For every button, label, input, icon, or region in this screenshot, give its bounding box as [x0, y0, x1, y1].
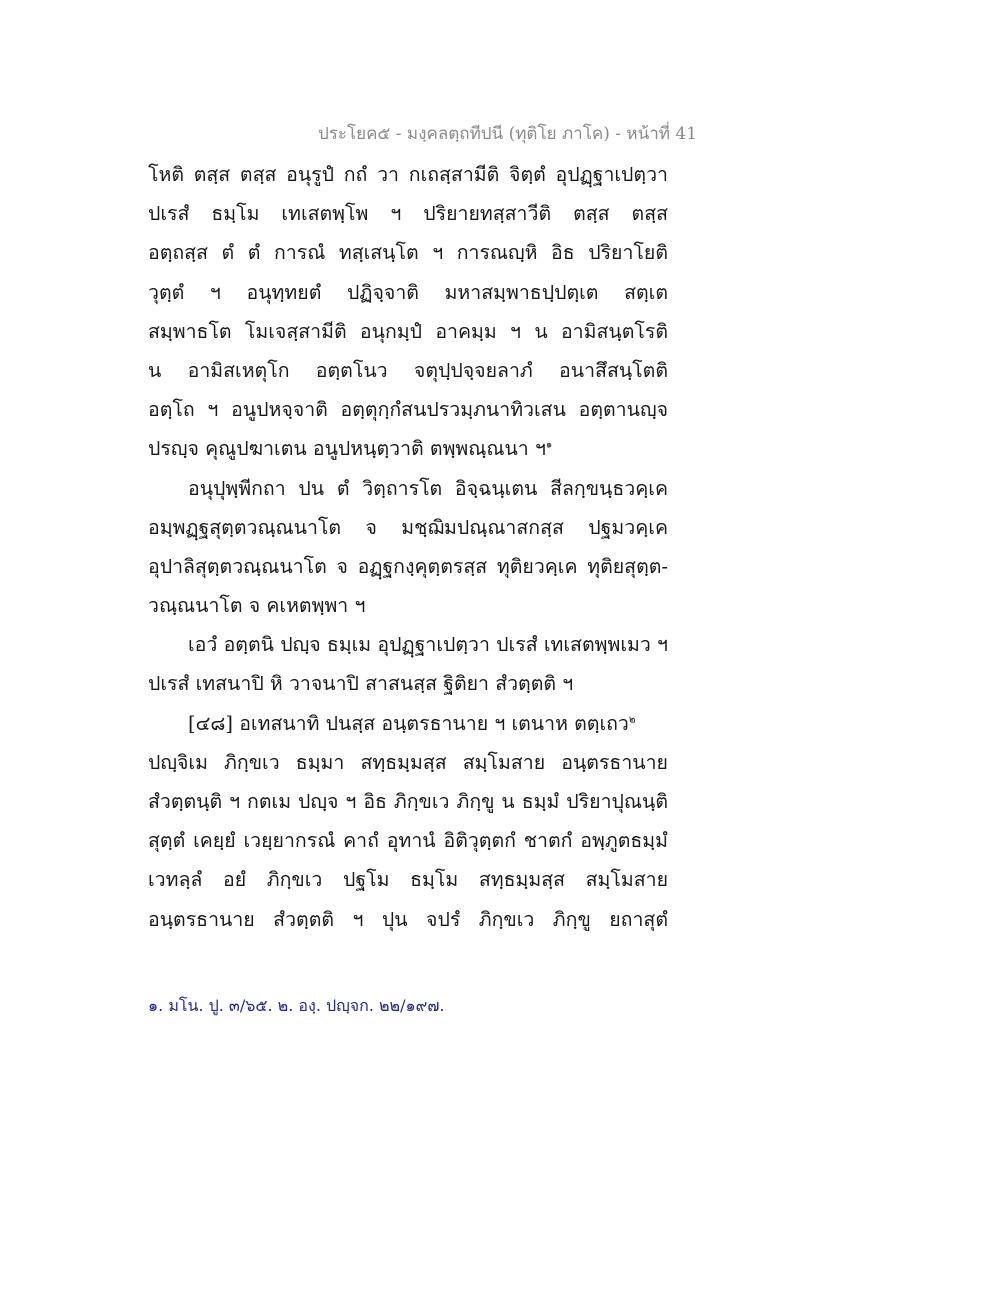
text-line: ปเรสํ ธมฺโม เทเสตพฺโพ ฯ ปริยายทสฺสาวีติ ตสฺส ตสฺส	[148, 202, 668, 226]
text-line: วณฺณนาโต จ คเหตพฺพา ฯ	[148, 594, 366, 618]
text-line: วุตฺตํ ฯ อนุทฺทยตํ ปฏิจฺจาติ มหาสมฺพาธปฺปตฺเต สตฺเต	[148, 280, 668, 304]
text-line: เวทลฺลํ อยํ ภิกฺขเว ปฐโม ธมฺโม สทฺธมฺมสฺส สมฺโมสาย	[148, 868, 668, 892]
text-line: สุตฺตํ เคยฺยํ เวยฺยากรณํ คาถํ อุทานํ อิติวุตฺตกํ ชาตกํ อพฺภูตธมฺมํ	[148, 829, 668, 853]
line-text: [๔๘] อเทสนาทิ ปนสฺส อนฺตรธานาย ฯ เตนาห ตตฺเถว	[188, 711, 629, 735]
text-line: ปเรสํ เทสนาปิ หิ วาจนาปิ สาสนสฺส ฐิติยา สํวตฺตติ ฯ	[148, 672, 574, 696]
text-line: สมฺพาธโต โมเจสฺสามีติ อนุกมฺปํ อาคมฺม ฯ น อามิสนฺตโรติ	[148, 319, 668, 343]
text-line: อตฺโถ ฯ อนูปหจฺจาติ อตฺตุกฺกํสนปรวมฺภนาทิวเสน อตฺตานญฺจ	[148, 398, 668, 422]
document-body	[148, 155, 668, 939]
text-line: อนฺตรธานาย สํวตฺตติ ฯ ปุน จปรํ ภิกฺขเว ภิกฺขู ยถาสุตํ	[148, 907, 668, 931]
text-line-paragraph-start: อนุปุพฺพีกถา ปน ตํ วิตฺถารโต อิจฺฉนฺเตน สีลกฺขนฺธวคฺเค	[188, 476, 668, 500]
footnote	[148, 992, 444, 1020]
footnote-mark-1: ๑	[545, 439, 553, 451]
text-line: โหติ ตสฺส ตสฺส อนุรูปํ กถํ วา กเถสฺสามีติ จิตฺตํ อุปฏฺฐาเปตฺวา	[148, 163, 668, 186]
text-line: ปญฺจิเม ภิกฺขเว ธมฺมา สทฺธมฺมสฺส สมฺโมสาย อนฺตรธานาย	[148, 750, 668, 774]
text-line: สํวตฺตนฺติ ฯ กตเม ปญฺจ ฯ อิธ ภิกฺขเว ภิกฺขู น ธมฺมํ ปริยาปุณนฺติ	[148, 790, 668, 813]
text-line: อุปาลิสุตฺตวณฺณนาโต จ อฏฺฐกงฺคุตฺตรสฺส ทุติยวคฺเค ทุติยสุตฺต-	[148, 554, 668, 578]
footnote-mark-2: ๒	[628, 714, 636, 726]
line-text: ปรญฺจ คุณูปฆาเตน อนูปหนฺตฺวาติ ตพฺพณฺณนา ฯ	[148, 437, 546, 461]
text-line-with-footnote	[148, 429, 668, 468]
page-header-text: ประโยค๕ - มงฺคลตฺถทีปนี (ทุติโย ภาโค) - หน้าที่ 41	[318, 124, 698, 144]
text-line: น อามิสเหตุโก อตฺตโนว จตุปฺปจฺจยลาภํ อนาสึสนฺโตติ	[148, 358, 668, 382]
text-line-with-footnote	[148, 704, 668, 743]
text-line-paragraph-start: เอวํ อตฺตนิ ปญฺจ ธมฺเม อุปฏฺฐาเปตฺวา ปเรสํ เทเสตพฺพเมว ฯ	[188, 633, 668, 657]
text-line: อตฺถสฺส ตํ ตํ การณํ ทสฺเสนฺโต ฯ การณญฺหิ อิธ ปริยาโยติ	[148, 241, 668, 265]
footnote-text: ๑. มโน. ปู. ๓/๖๕. ๒. องฺ. ปญฺจก. ๒๒/๑๙๗.	[148, 996, 445, 1015]
text-line: อมฺพฏฺฐสุตฺตวณฺณนาโต จ มชฺฌิมปณฺณาสกสฺส ปฐมวคฺเค	[148, 515, 668, 539]
page-header	[318, 120, 718, 148]
